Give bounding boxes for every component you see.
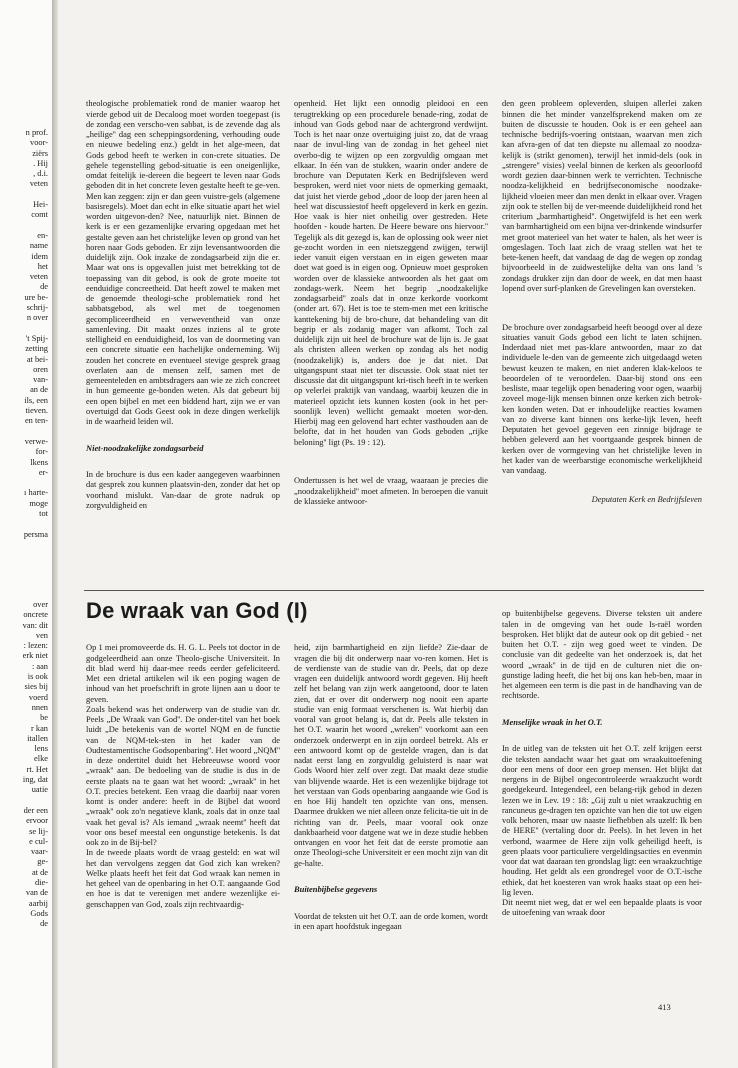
article2-column-3 xyxy=(502,598,702,928)
article1-subheading: Niet-noodzakelijke zondagsarbeid xyxy=(86,442,204,453)
previous-page-edge xyxy=(0,0,52,1068)
article2-col3-end: In de uitleg van de teksten uit het O.T. zelf krijgen eerst die teksten aandacht waar het gaat om wraakuitoefening door een mens of door een groep mensen. Het blijkt dat nergens in de Bijbel ongecontroleerde wraakzucht wordt goedgekeurd. Integendeel, een belang-rijk gebod in dezen lezen we in Lev. 19 : 18: „Gij zult u niet wraakzuchtig en rancuneus ge-dragen ten opzichte van hen die tot uw eigen volk behoren, maar uw naaste liefhebben als uzelf: Ik ben de HERE'' (vertaling door dr. Peels). In het leven in het verbond, waarmee de Here zijn volk geheiligd heeft, is geen plaats voor particuliere vergeldingsacties en evenmin voor dat wat daaraan ten grondslag ligt: een wraakzuchtige houding. Het geldt als een grondregel voor de O.T.-ische ethiek, dat het koesteren van wrok haaks staat op een hei-lig leven. Dit neemt niet weg, dat er wel een bepaalde plaats is voor de uitoefening van wraak door xyxy=(502,743,702,918)
article2-title: De wraak van God (I) xyxy=(86,598,308,623)
article2-subheading-2: Menselijke wraak in het O.T. xyxy=(502,716,603,727)
article1-signature: Deputaten Kerk en Bedrijfsleven xyxy=(591,493,702,504)
article1-col3-text: den geen probleem opleverden, sluipen allerlei zaken binnen die het minder vanzelfsprekend maken om ze buiten de discussie te houden. Ook is er een geheel aan technische bedrijfs-voering ontstaan, waarvan men zich kan afvra-gen of dat ten diepste nu allemaal zo noodza-kelijk is (strikt genomen), terwijl het inmid-dels (ook in „strengere'' visies) veelal binnen de kerken als geoorloofd wordt gezien daar-binnen werk te verrichten. Technische noodza-kelijkheid en bedrijfseconomische noodzake-lijkheid vloeien meer dan men denkt in elkaar over. Vragen zijn ook te stellen bij de ver-meende duidelijkheid rond het criterium „barmhartigheid''. Ongetwijfeld is het een werk van barmhartigheid om een bijna ver-drinkende windsurfer met groot materieel van het water te halen, als het weer is omgeslagen. Toch laat zich de vraag stellen wat het te bete-kenen heeft, dat vandaag de dag de wegen op zondag bijvoorbeeld in de zuidwestelijke delta van ons land 's zondags drukker zijn dan door de week, en dat men haast lopend over surf-planken de Grevelingen kan oversteken. xyxy=(502,98,702,293)
previous-page-text-upper: n prof. voor- ziërs . Hij , d.i. veten Hei- comt en- name idem het veten de ure be- schrij- n over 't Spij- zetting at bei- oren van- an de ils, een tieven. en ten- verwe- for- lkens er- ı harte- moge tot persma xyxy=(23,128,48,539)
article2-col2-text: heid, zijn barmhartigheid en zijn liefde? Zie-daar de vragen die bij dit onderwerp naar vo-ren komen. Het is de verdienste van de studie van dr. Peels, dat op deze vragen een duidelijk antwoord wordt gegeven. Hij heeft zelf het belang van zijn werk aangetoond, door te laten zien, dat er over dit onderwerp nog nooit een aparte studie van enig formaat verschenen is. Wat hierbij dan vooral van groot belang is, dat dr. Peels alle teksten in het O.T. waarin het woord „wreken'' voorkomt aan een onderzoek onderwerpt en in zijn oordeel betrekt. Als er een antwoord komt op de gestelde vragen, dan is dat nadat eerst lang en zorgvuldig geluisterd is naar wat Gods Woord hier zelf over zegt. Dat maakt deze studie van blijvende waarde. Het is een wezenlijke bijdrage tot het verstaan van Gods openbaring aangaande wie God is en hoe Hij handelt ten opzichte van ons, mensen. Daarmee drukken we niet alleen onze felicita-tie uit in de richting van dr. Peels, maar vooral ook onze dankbaarheid voor datgene wat we in deze studie hebben ontvangen en voor het feit dat de eerste promotie aan onze Theologi-sche Universiteit er een mocht zijn van dit ge-halte. xyxy=(294,642,488,868)
article1-col3-p2: De brochure over zondagsarbeid heeft beoogd over al deze situaties vanuit Gods gebod een licht te laten schijnen. Inderdaad niet met pas-klare antwoorden, maar zo dat individuele le-den van de gemeente zich uitgedaagd weten bewust keuzen te maken, en niet anderen klak-keloos te beoordelen of te veroordelen. Daar-bij stond ons een besliste, maar tegelijk open benadering voor ogen, waarbij zoveel moge-lijk mensen binnen onze kerken zich betrok-ken konden weten. Dat er inhoudelijke reacties kwamen van zo diverse kant binnen ons kerke-lijk leven, heeft Deputaten het gevoel gegeven een zinnige bijdrage te hebben geleverd aan het voortgaande gesprek binnen de kerken over de vormgeving van het christelijke leven in het kader van de weerbarstige economische werkelijkheid van vandaag. xyxy=(502,321,702,475)
article1-col2-end: Ondertussen is het wel de vraag, waaraan je precies die „noodzakelijkheid'' moet afmeten. In beroepen die vanuit de klassieke antwoor- xyxy=(294,475,488,506)
article1-column-1 xyxy=(86,88,280,520)
section-divider xyxy=(84,590,704,591)
previous-page-text-lower: over oncrete van: dit ven : lezen: erk niet : aan is ook sies bij voerd nnen be r kan itallen lens elke rt. Het ing, dat uatie der een ervoor se lij- e cul- vaar- ge- at de die- van de aarbij Gods de xyxy=(22,600,48,929)
article2-col3-text: op buitenbijbelse gegevens. Diverse teksten uit andere talen in de omgeving van het oude Is-raël worden besproken. Het blijkt dat de auteur ook op dit gebied - net buiten het O.T. - zijn weg goed weet te vinden. De conclusie van dit gedeelte van het onderzoek is, dat het woord „wraak'' in de tijd en de culturen niet die on-gunstige lading heeft, die het bij ons kan heb-ben, maar in het algemeen een term is die past in de handhaving van de rechtsorde. xyxy=(502,608,702,701)
article2-col1-text: Op 1 mei promoveerde ds. H. G. L. Peels tot doctor in de godgeleerdheid aan onze Theolo-gische Universiteit. In dit blad werd hij daar-mee reeds eerder gefeliciteerd. Met een drietal artikelen wil ik een poging wagen de inhoud van het proefschrift in grote lijnen aan u door te geven. Zoals bekend was het onderwerp van de studie van dr. Peels „De Wraak van God''. De onder-titel van het boek luidt „De betekenis van de wortel NQM en de functie van de NQM-tek-sten in het kader van de Oudtestamentische Godsopenbaring''. Het woord „NQM'' in deze ondertitel duidt het Hebreeuwse woord voor „wraak'' aan. De bedoeling van de studie is dus in de eerste plaats na te gaan wat het woord: „wraak'' in het O.T. precies betekent. Een vraag die daarbij naar voren komt is onder andere: heeft in de Bijbel dat woord „wraak'' ook zo'n negatieve klank, zoals dat in onze taal vaak het geval is? Als iemand „wraak neemt'' heeft dat voor ons besef meestal een ongunstige betekenis. Is dat ook zo in de Bij-bel? In de tweede plaats wordt de vraag gesteld: en wat wil het dan vervolgens zeggen dat God zich kan wreken? Welke plaats heeft het feit dat God wraak kan nemen in het geheel van de openbaring in het O.T. aangaande God en hoe is dat te verenigen met andere wezenlijke ei-genschappen van God, zoals zijn rechtvaardig- xyxy=(86,642,280,909)
article1-col2-text: openheid. Het lijkt een onnodig pleidooi en een terugtrekking op een procedurele benade-ring, zodat de inhoud van Gods gebod naar de achtergrond verdwijnt. Toch is het naar onze overtuiging juist zo, dat de vraag naar de invul-ling van de zondag in het geheel niet overbo-dig te wijzen op een zorgvuldig omgaan met elkaar. In één van de stukken, waarin onder andere de brochure van Deputaten Kerk en Bedrijfsleven werd besproken, werd niet voor niets de opmerking gemaakt, dat juist het vierde gebod „door de loop der jaren heen al heel wat discussiestof heeft opgeleverd in kerk en gezin. Hoe vaak is hier niet onheilig over gestreden. Hete hoofden - koude harten. De Heere beware ons hiervoor.'' Tegelijk als dit gezegd is, kan de oplossing ook weer niet ge-zocht worden in een nietszeggend zwijgen, terwijl ieder vanuit eigen verstaan en in eigen geweten maar doet wat goed is in eigen oog. Opnieuw moet gesproken worden over de klassieke antwoorden als het gaat om zondags-werk. Neem het begrip „noodzakelijke zondagsarbeid'' zoals dat in onze kerkorde voorkomt (onder art. 67). Het is toe te stem-men met een kritische kanttekening bij de bro-chure, dat behandeling van dit begrip er als zodanig mager van afkomt. Toch zal duidelijk zijn uit heel de brochure wat de lijn is. Je gaat als christen alleen werken op zondag als het nodig (noodzakelijk) is, anders doe je dat niet. Dat uitgangspunt staat niet ter discussie. Ook staat niet ter discussie dat dit uitgangspunt kri-tisch heeft in te werken op velerlei praktijk van vandaag, waarbij keuzen die in materieel opzicht iets kunnen kosten (ook in het per-soonlijk leven) wellicht gemaakt moeten wor-den. Hierbij mag een gelovend hart echter vasthouden aan de belofte, dat in het houden van Gods geboden „rijke beloning'' ligt (Ps. 19 : 12). xyxy=(294,98,488,447)
article1-col1-text: theologische problematiek rond de manier waarop het vierde gebod uit de Decaloog moet worden toegepast (is de zondag een verscho-ven sabbat, is de zevende dag als „heilige'' dag een scheppingsordening, verhouding oude en nieuwe bedeling enz.) geldt in het alge-meen, dat Gods gebod heeft te werken in con-crete situaties. De gehele tegenstelling gebod-situatie is een oneigenlijke, omdat feitelijk ie-dereen die begeert te leven naar Gods geboden dit in het concrete leven gestalte heeft te ge-ven. Men kan zeggen: zijn er dan geen vuistre-gels (algemene basisregels). Moet dan echt in elke situatie apart het wiel worden uitgevon-den? Nee, natuurlijk niet. Binnen de kerk is er een gezamenlijke ervaring opgedaan met het gestalte geven aan het christelijke leven op grond van het horen naar Gods geboden. Er zijn levensantwoorden die duidelijk zijn. Ook inzake de zondagsarbeid zijn die er. Maar wat ons is opgevallen juist met betrekking tot de toepassing van dit gebod, is ook de grote moeite tot eenduidige concreetheid. Dat heeft zowel te maken met de genoemde theologi-sche problematiek rond het sabbatsgebod, als wel met de toegenomen gecompliceerdheid en verweventheid van onze samenleving. Dit maakt onzes inziens al te grote stelligheid en eenduidigheid, los van de doormeting van een concrete situatie een hachelijke onderneming. Wij zouden het concrete en eventueel stevige gesprek graag overlaten aan de mensen zelf, samen met de gemeenteleden en ambtsdragers aan wie ze zich concreet in hun gemeente ge-bonden weten. Als dat gebeurt bij een open bijbel en met een biddend hart, zijn we er van overtuigd dat Gods Geest ook in deze dingen werkelijk in de waarheid leiden wil. xyxy=(86,98,280,426)
article2-subheading-1: Buitenbijbelse gegevens xyxy=(294,884,378,894)
article1-col1-end: In de brochure is dus een kader aangegeven waarbinnen dat gesprek zou kunnen plaatsvin-den, zonder dat het op voorhand mislukt. Van-daar de grote nadruk op zorgvuldigheid en xyxy=(86,469,280,510)
page-number: 413 xyxy=(658,1002,671,1012)
article1-column-3 xyxy=(502,88,702,514)
article2-col2-end: Voordat de teksten uit het O.T. aan de orde komen, wordt in een apart hoofdstuk ingegaan xyxy=(294,910,488,931)
article2-column-1 xyxy=(86,632,280,919)
article2-column-2 xyxy=(294,632,488,941)
article1-column-2 xyxy=(294,88,488,516)
magazine-page xyxy=(58,0,738,1068)
